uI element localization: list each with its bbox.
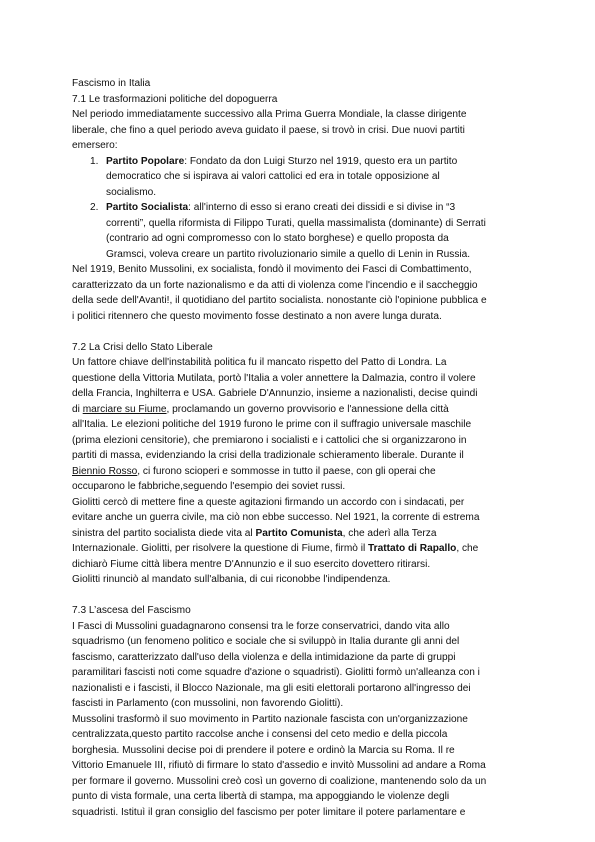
paragraph-line: borghesia. Mussolini decise poi di prendere il potere e ordinò la Marcia su Roma. Il re <box>72 744 455 756</box>
paragraph-line: punto di vista formale, una certa libertà di stampa, ma appoggiando le violenze degli <box>72 791 450 802</box>
term-partito-socialista: Partito Socialista <box>106 202 189 213</box>
list-item-text: : all'interno di esso si erano creati dei dissidi e si divise in “3 <box>188 202 456 213</box>
paragraph-line: per formare il governo. Mussolini creò così un governo di coalizione, mantenendo solo da un <box>72 775 487 787</box>
document-page <box>72 76 508 820</box>
paragraph-line: centralizzata,questo partito raccolse anche i consensi del ceto medio e della piccola <box>72 729 448 740</box>
text-run: , che <box>456 543 479 554</box>
paragraph-line: squadrismo (un fenomeno politico e sociale che si sviluppò in Italia durante gli anni del <box>72 636 460 647</box>
text-run: di <box>72 403 83 415</box>
document-title: Fascismo in Italia <box>72 78 151 89</box>
paragraph-line: della sede dell'Avanti!, il quotidiano del partito socialista. nonostante ciò l'opinione pubblica e <box>72 295 487 306</box>
section-spacer <box>72 588 508 604</box>
term-partito-popolare: Partito Popolare <box>106 155 185 167</box>
paragraph-line: caratterizzato da un forte nazionalismo e da atti di violenza come l'incendio e il saccheggio <box>72 279 478 291</box>
list-item-text: Gramsci, voleva creare un partito rivoluzionario simile a quello di Lenin in Russia. <box>106 248 471 260</box>
text-run: Internazionale. Giolitti, per risolvere la questione di Fiume, firmò il <box>72 543 369 554</box>
list-item-text: democratico che si ispirava ai valori cattolici ed era in totale opposizione al <box>106 171 440 182</box>
paragraph-line: Nel 1919, Benito Mussolini, ex socialista, fondò il movimento dei Fasci di Combattimento, <box>72 264 472 275</box>
paragraph-line: partiti di massa, evidenziando la crisi della tradizionale schieramento liberale. Durante il <box>72 450 464 461</box>
paragraph-line: Giolitti cercò di mettere fine a queste agitazioni firmando un accordo con i sindacati, per <box>72 496 465 508</box>
text-run: , proclamando un governo provvisorio e l'annessione della città <box>166 403 449 415</box>
paragraph-line: Nel periodo immediatamente successivo alla Prima Guerra Mondiale, la classe dirigente <box>72 109 467 120</box>
list-number: 1. <box>90 155 99 167</box>
paragraph-line: squadristi. Istituì il gran consiglio del fascismo per poter limitare il potere parlamentare e <box>72 806 466 818</box>
paragraph-line: Un fattore chiave dell'instabilità politica fu il mancato rispetto del Patto di Londra. La <box>72 357 447 368</box>
link-biennio-rosso[interactable]: Biennio Rosso <box>72 465 138 477</box>
paragraph-line: fascisti in Parlamento (con mussolini, non favorendo Giolitti). <box>72 698 344 709</box>
paragraph-line <box>72 464 508 480</box>
text-run: , che aderì alla Terza <box>342 527 437 539</box>
party-list <box>72 154 508 263</box>
paragraph-line: nazionalisti e i fascisti, il Blocco Nazionale, ma gli esiti elettorali portarono all'ingresso dei <box>72 682 471 694</box>
paragraph-line: paramilitari fascisti noti come squadre d'azione o squadristi). Giolitti formò un'alleanza con i <box>72 667 480 678</box>
paragraph-line: liberale, che fino a quel periodo aveva guidato il paese, si trovò in crisi. Due nuovi partiti <box>72 124 465 136</box>
paragraph-line: emersero: <box>72 140 118 151</box>
paragraph-line: della Francia, Inghilterra e USA. Gabriele D'Annunzio, insieme a nazionalisti, decise quindi <box>72 388 478 399</box>
list-item-partito-popolare <box>72 154 508 201</box>
term-partito-comunista: Partito Comunista <box>255 527 343 539</box>
paragraph-line: (prima elezioni censitorie), che premiarono i socialisti e i cattolici che si organizzarono in <box>72 434 467 446</box>
paragraph-line: evitare anche un guerra civile, ma ciò non ebbe successo. Nel 1921, la corrente di estrema <box>72 512 480 523</box>
paragraph-line: dichiarò Fiume città libera mentre D'Annunzio e il suo esercito dovettero ritirarsi. <box>72 558 431 570</box>
section-heading-7-1: 7.1 Le trasformazioni politiche del dopoguerra <box>72 93 278 105</box>
list-item-partito-socialista <box>72 200 508 262</box>
paragraph-line: Vittorio Emanuele III, rifiutò di firmare lo stato d'assedio e invitò Mussolini ad andare a Roma <box>72 760 486 771</box>
list-item-text: socialismo. <box>106 186 157 198</box>
section-heading-7-3: 7.3 L’ascesa del Fascismo <box>72 605 191 616</box>
list-number: 2. <box>90 202 99 213</box>
text-run: , ci furono scioperi e sommosse in tutto il paese, con gli operai che <box>137 465 436 477</box>
paragraph-line: questione della Vittoria Mutilata, portò l'Italia a voler annettere la Dalmazia, contro il volere <box>72 372 476 384</box>
paragraph-line <box>72 402 508 418</box>
paragraph-line: all'Italia. Le elezioni politiche del 1919 furono le prime con il suffragio universale maschile <box>72 419 472 430</box>
section-spacer <box>72 324 508 340</box>
paragraph-line: i politici ritennero che questo movimento fosse destinato a non avere lunga durata. <box>72 310 442 322</box>
link-marciare-su-fiume[interactable]: marciare su Fiume <box>82 403 167 415</box>
paragraph-line: Giolitti rinunciò al mandato sull'albania, di cui riconobbe l'indipendenza. <box>72 574 391 585</box>
paragraph-line: fascismo, caratterizzato dall'uso della violenza e della intimidazione da parte di gruppi <box>72 651 456 663</box>
list-item-text: correnti”, quella riformista di Filippo Turati, quella massimalista (dominante) di Serrati <box>106 217 486 229</box>
term-trattato-di-rapallo: Trattato di Rapallo <box>368 543 457 554</box>
paragraph-line <box>72 541 508 557</box>
text-run: sinistra del partito socialista diede vita al <box>72 527 256 539</box>
paragraph-line <box>72 526 508 542</box>
list-item-text: (contrario ad ogni compromesso con lo stato borghese) e quello proposta da <box>106 233 449 244</box>
paragraph-line: occuparono le fabbriche,seguendo l'esempio dei soviet russi. <box>72 481 346 492</box>
paragraph-line: I Fasci di Mussolini guadagnarono consensi tra le forze conservatrici, dando vita allo <box>72 620 450 632</box>
paragraph-line: Mussolini trasformò il suo movimento in Partito nazionale fascista con un'organizzazione <box>72 713 468 725</box>
list-item-text: : Fondato da don Luigi Sturzo nel 1919, questo era un partito <box>184 155 458 167</box>
section-heading-7-2: 7.2 La Crisi dello Stato Liberale <box>72 341 213 353</box>
